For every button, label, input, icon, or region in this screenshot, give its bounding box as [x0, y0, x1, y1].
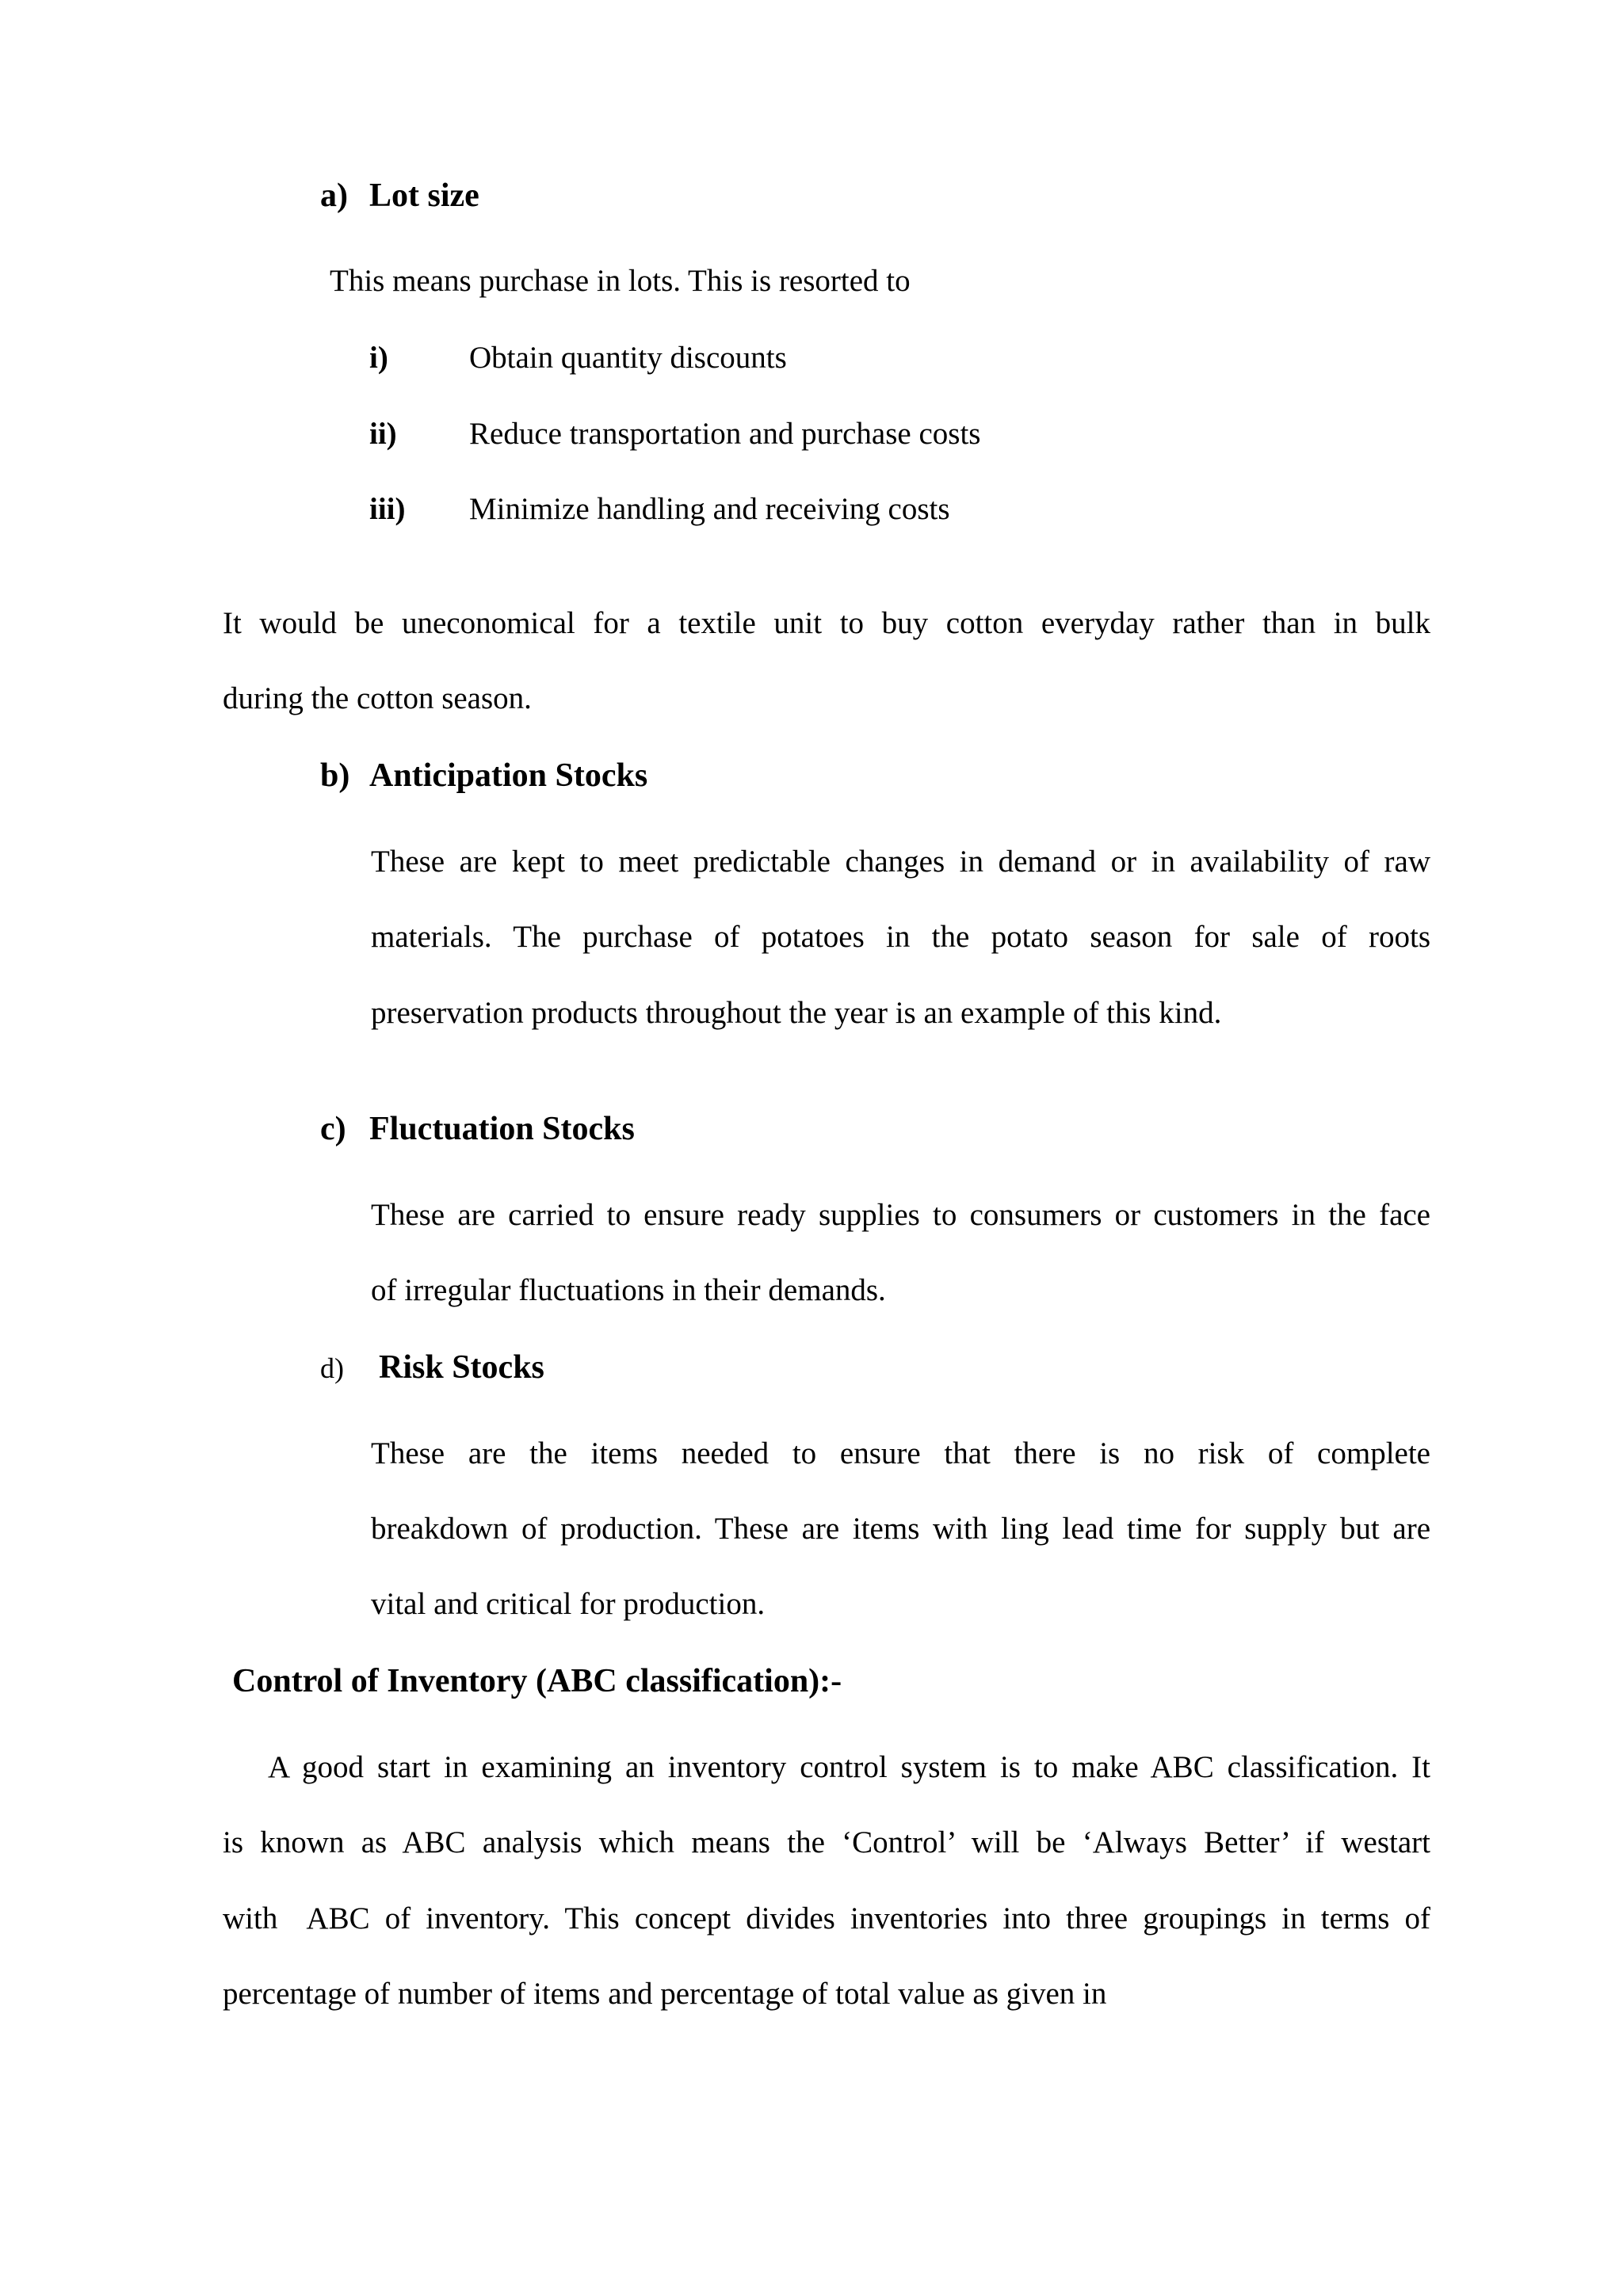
list-item-number: iii) [369, 492, 406, 526]
heading-marker: b) [320, 757, 350, 794]
paragraph-line: percentage of number of items and percentage of total value as given in [223, 1977, 1107, 2011]
heading-marker: d) [320, 1352, 344, 1384]
heading-fluctuation-stocks [320, 1112, 635, 1146]
heading-risk-stocks [320, 1351, 544, 1384]
paragraph-line: breakdown of production. These are items with ling lead time for supply but are [371, 1512, 1430, 1546]
lot-size-intro: This means purchase in lots. This is resorted to [330, 264, 911, 298]
list-item-text: Reduce transportation and purchase costs [469, 417, 981, 451]
list-item-number: ii) [369, 417, 397, 451]
paragraph-line: during the cotton season. [223, 681, 532, 715]
paragraph-line: materials. The purchase of potatoes in the potato season for sale of roots [371, 920, 1430, 954]
heading-marker: a) [320, 177, 348, 214]
heading-title: Risk Stocks [379, 1349, 544, 1386]
heading-title: Lot size [369, 177, 479, 214]
paragraph-line: preservation products throughout the year is an example of this kind. [371, 996, 1222, 1030]
list-item-text: Obtain quantity discounts [469, 341, 787, 375]
heading-lot-size [320, 179, 479, 212]
heading-title: Anticipation Stocks [369, 757, 648, 794]
paragraph-line: These are kept to meet predictable changes in demand or in availability of raw [371, 845, 1430, 879]
paragraph-line: These are the items needed to ensure that there is no risk of complete [371, 1436, 1430, 1470]
paragraph-line: It would be uneconomical for a textile unit to buy cotton everyday rather than in bulk [223, 606, 1430, 640]
paragraph-line: is known as ABC analysis which means the ‘Control’ will be ‘Always Better’ if westart [223, 1825, 1430, 1859]
list-item-text: Minimize handling and receiving costs [469, 492, 950, 526]
heading-anticipation-stocks [320, 759, 647, 792]
list-item-number: i) [369, 341, 388, 375]
paragraph-line: A good start in examining an inventory control system is to make ABC classification. It [268, 1750, 1430, 1784]
heading-control-of-inventory: Control of Inventory (ABC classification):- [232, 1663, 842, 1699]
heading-title: Fluctuation Stocks [369, 1111, 635, 1147]
paragraph-line: vital and critical for production. [371, 1587, 766, 1621]
paragraph-line: of irregular fluctuations in their demands. [371, 1273, 886, 1307]
heading-marker: c) [320, 1111, 346, 1147]
paragraph-line: with ABC of inventory. This concept divides inventories into three groupings in terms of [223, 1901, 1430, 1936]
paragraph-line: These are carried to ensure ready supplies to consumers or customers in the face [371, 1198, 1430, 1232]
